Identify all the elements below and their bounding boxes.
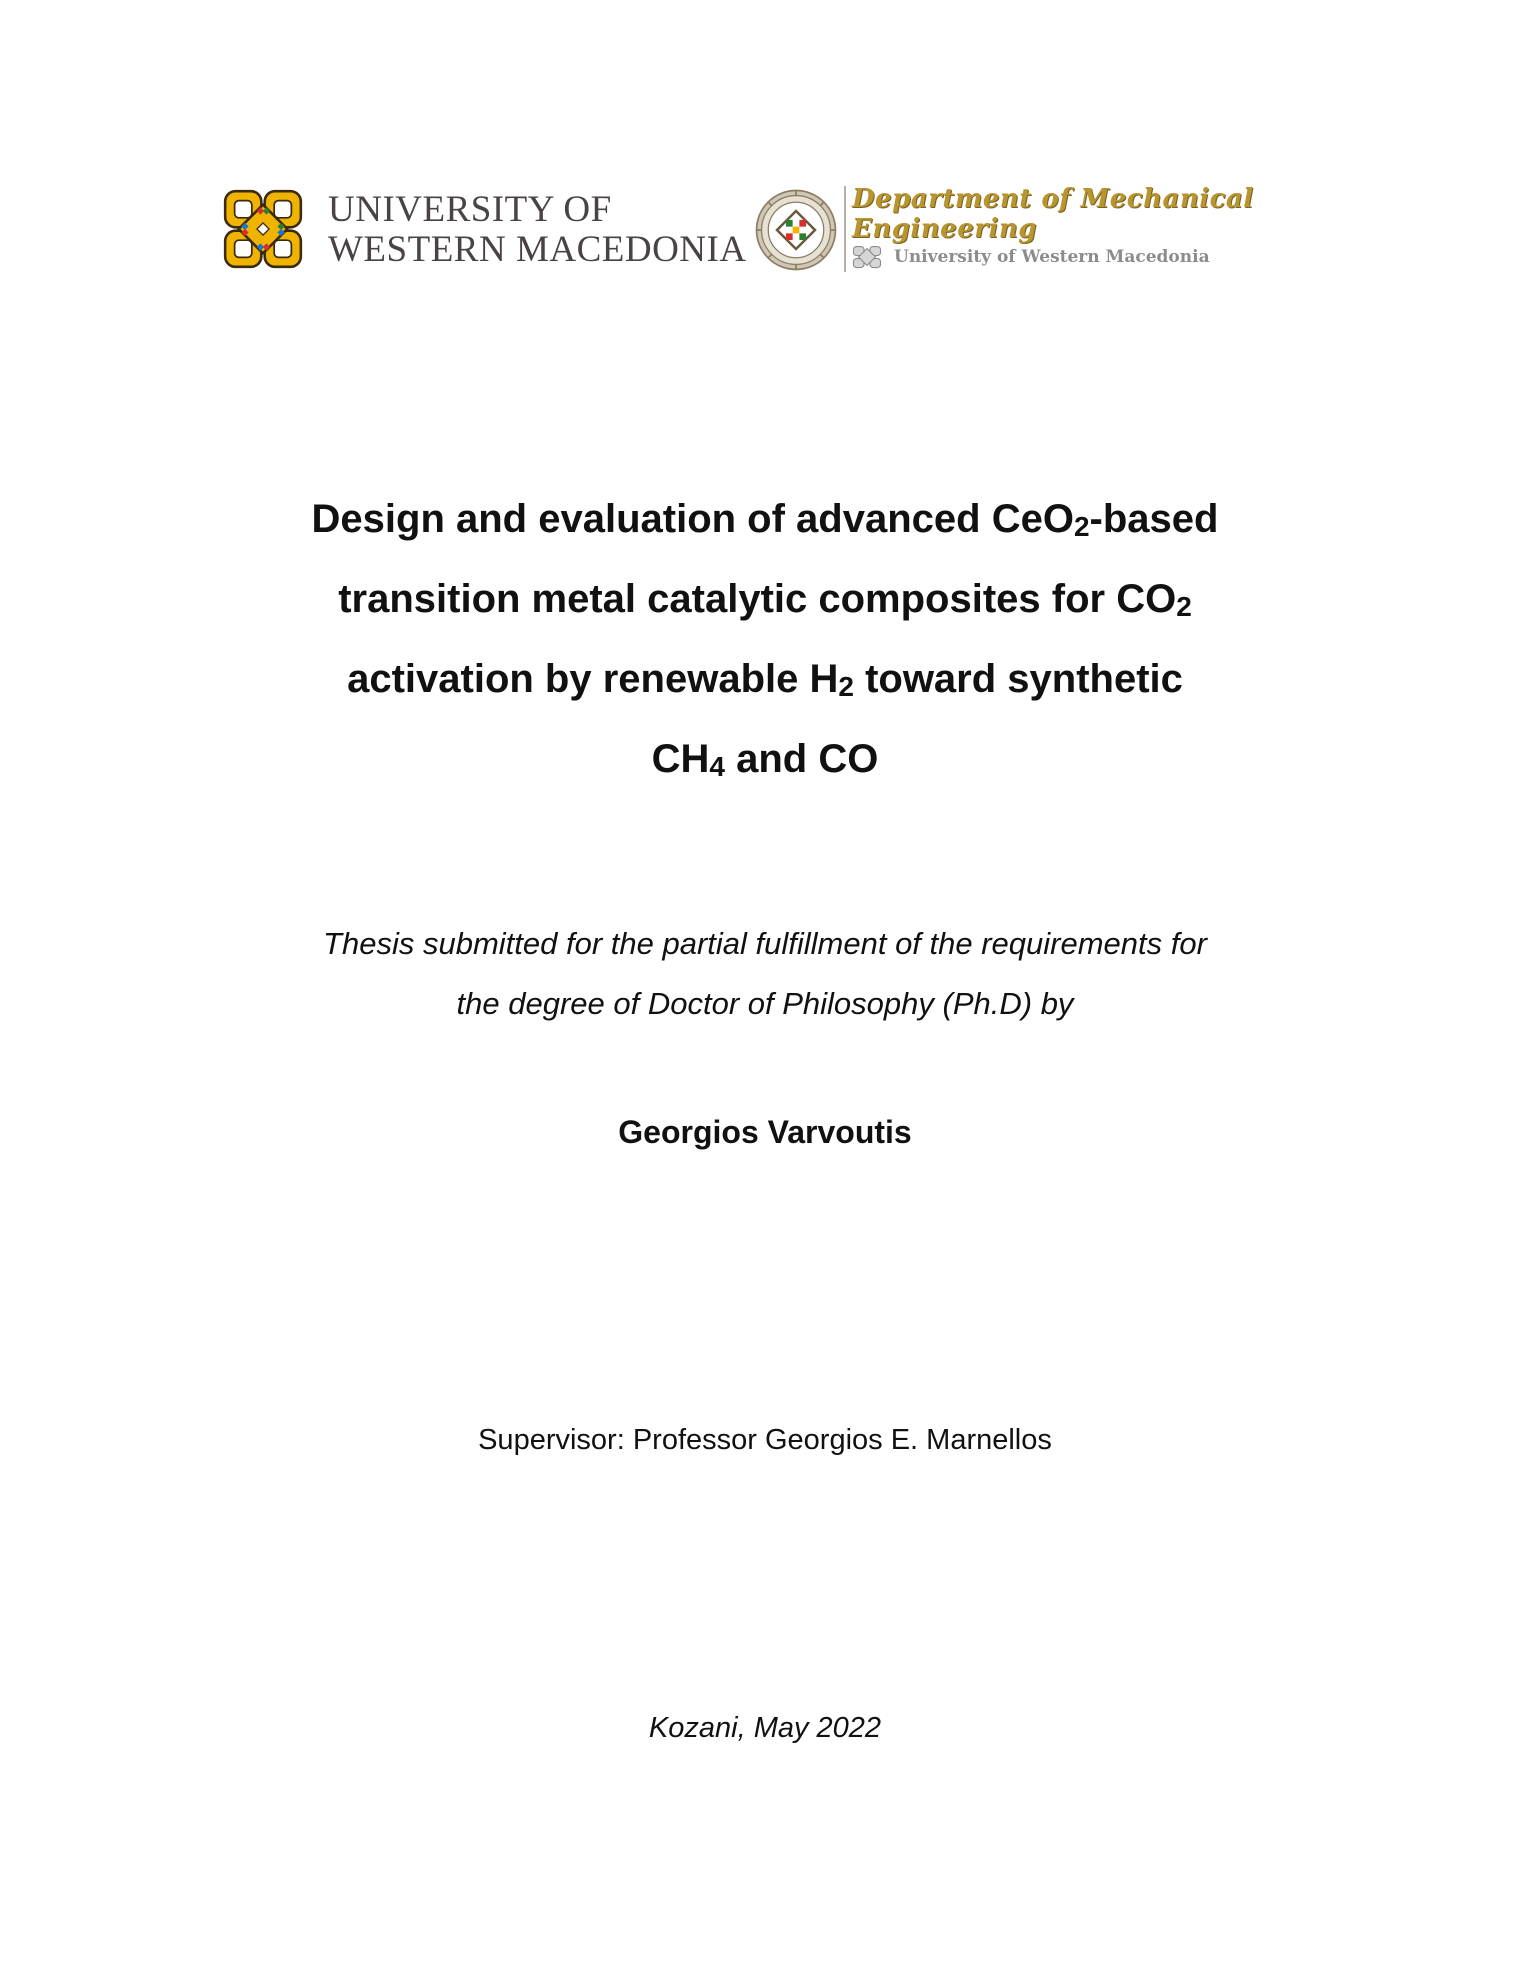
department-title [852, 184, 1254, 244]
department-title-line1: Department of Mechanical [852, 184, 1254, 214]
thesis-title [200, 481, 1330, 801]
header-logos [220, 182, 1320, 282]
title-line-3: activation by renewable $H_2$ toward synthetic [347, 657, 1183, 702]
statement-line-1: Thesis submitted for the partial fulfillment of the requirements for [323, 926, 1207, 961]
university-name [328, 190, 747, 270]
department-subtitle: University of Western Macedonia [894, 247, 1210, 267]
author-name: Georgios Varvoutis [618, 1114, 912, 1150]
department-title-line2: Engineering [852, 214, 1037, 244]
supervisor: Supervisor: Professor Georgios E. Marnellos [478, 1424, 1052, 1456]
title-line-4: $CH_4$ and CO [651, 737, 879, 782]
department-seal-icon [754, 188, 838, 272]
university-name-line2: WESTERN MACEDONIA [328, 229, 747, 270]
place-date: Kozani, May 2022 [648, 1712, 882, 1744]
title-line-2: transition metal catalytic composites for $CO_2$ [338, 577, 1192, 622]
interlaced-knot-logo-icon [220, 186, 306, 272]
logo-divider [844, 186, 846, 272]
thesis-statement [200, 914, 1330, 1034]
statement-line-2: the degree of Doctor of Philosophy (Ph.D) by [456, 986, 1074, 1021]
university-name-line1: UNIVERSITY OF [328, 189, 612, 230]
university-mini-logo-icon [852, 245, 882, 269]
title-line-1: Design and evaluation of advanced CeO$_2$-based [311, 497, 1219, 542]
